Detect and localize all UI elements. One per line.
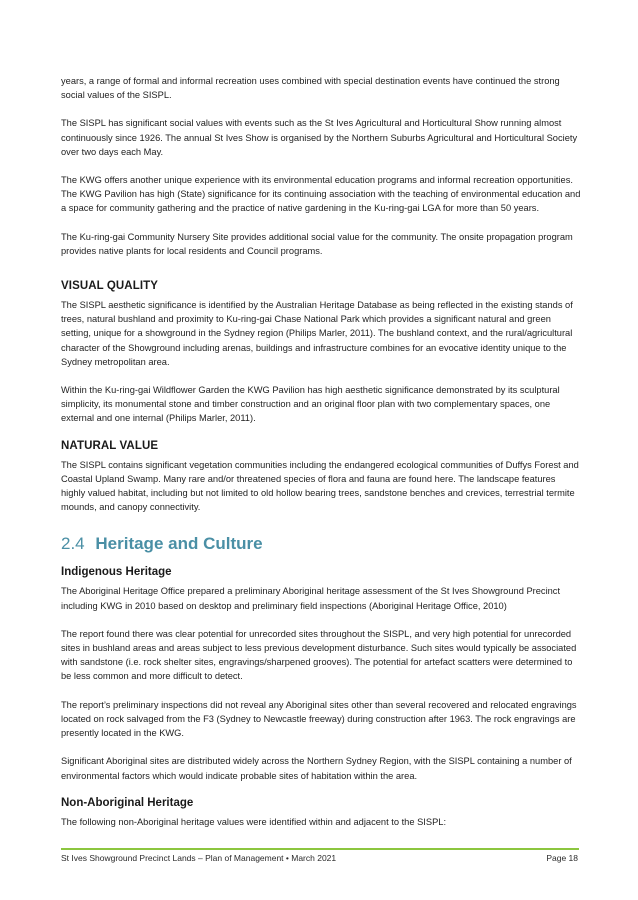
paragraph: The SISPL has significant social values with events such as the St Ives Agricultural and Horticultural Show running almost continuously since 1926. The annual St Ives Show is organised by the Northern Suburbs Agricultural and Horticultural Society over two days each May. (61, 118, 578, 157)
paragraph: The SISPL aesthetic significance is identified by the Australian Heritage Database as being reflected in the existing stands of trees, natural bushland and proximity to Ku-ring-gai Chase National Park which provides a significant natural and green setting, unique for a showground in the Sydney region (Philips Marler, 2011). The bushland context, and the rural/agricultural character of the Showground including arenas, buildings and infrastructure combines for an evocative identity unique to the Sydney metropolitan area. (61, 300, 573, 367)
visual-quality-heading: VISUAL QUALITY (61, 280, 159, 293)
paragraph: The Aboriginal Heritage Office prepared a preliminary Aboriginal heritage assessment of the St Ives Showground Precinct including KWG in 2010 based on desktop and preliminary field inspections (Aboriginal Heritage Office, 2010) (61, 586, 561, 611)
paragraph: Within the Ku-ring-gai Wildflower Garden the KWG Pavilion has high aesthetic significance demonstrated by its sculptural simplicity, its monumental stone and timber construction and an original floor plan with two complementary spaces, one external and one internal (Philips Marler, 2011). (61, 385, 560, 424)
indigenous-heritage-heading: Indigenous Heritage (61, 566, 172, 579)
page-number: Page 18 (546, 853, 578, 863)
natural-value-heading: NATURAL VALUE (61, 439, 159, 452)
paragraph: years, a range of formal and informal recreation uses combined with special destination events have continued the strong social values of the SISPL. (61, 76, 560, 101)
footer-rule (61, 848, 579, 850)
section-number: 2.4 (61, 534, 85, 554)
paragraph: The KWG offers another unique experience with its environmental education programs and informal recreation opportunities. The KWG Pavilion has high (State) significance for its continuing association with the teaching of environmental education and a space for community gathering and the practice of native gardening in the Ku-ring-gai LGA for more than 50 years. (61, 175, 581, 214)
paragraph: The report found there was clear potential for unrecorded sites throughout the SISPL, and very high potential for unrecorded sites in bushland areas and areas subject to less previous development disturbance. Such sites would typically be associated with sandstone (i.e. rock shelter sites, engravings/sharpened grooves). The potential for artefact scatters were determined to be less common and more difficult to detect. (61, 628, 577, 682)
paragraph: The following non-Aboriginal heritage values were identified within and adjacent to the SISPL: (61, 816, 447, 827)
non-aboriginal-heritage-heading: Non-Aboriginal Heritage (61, 796, 194, 809)
footer-document-title: St Ives Showground Precinct Lands – Plan of Management • March 2021 (61, 853, 337, 863)
paragraph: Significant Aboriginal sites are distributed widely across the Northern Sydney Region, with the SISPL containing a number of environmental factors which would indicate probable sites of habitation within the area. (61, 756, 572, 781)
paragraph: The report’s preliminary inspections did not reveal any Aboriginal sites other than several recovered and relocated engravings located on rock salvaged from the F3 (Sydney to Newcastle freeway) during construction after 1963. The rock engravings are presently located in the KWG. (61, 699, 577, 739)
document-body (61, 74, 581, 843)
paragraph: The SISPL contains significant vegetation communities including the endangered ecological communities of Duffys Forest and Coastal Upland Swamp. Many rare and/or threatened species of flora and fauna are found here. The landscape features highly valued habitat, including but not limited to old hollow bearing trees, sandstone benches and crevices, terrestrial termite mounds, and canopy connectivity. (61, 459, 579, 513)
section-title-text: Heritage and Culture (95, 534, 263, 554)
paragraph: The Ku-ring-gai Community Nursery Site provides additional social value for the community. The onsite propagation program provides native plants for local residents and Council programs. (61, 231, 573, 256)
section-title (61, 534, 581, 554)
